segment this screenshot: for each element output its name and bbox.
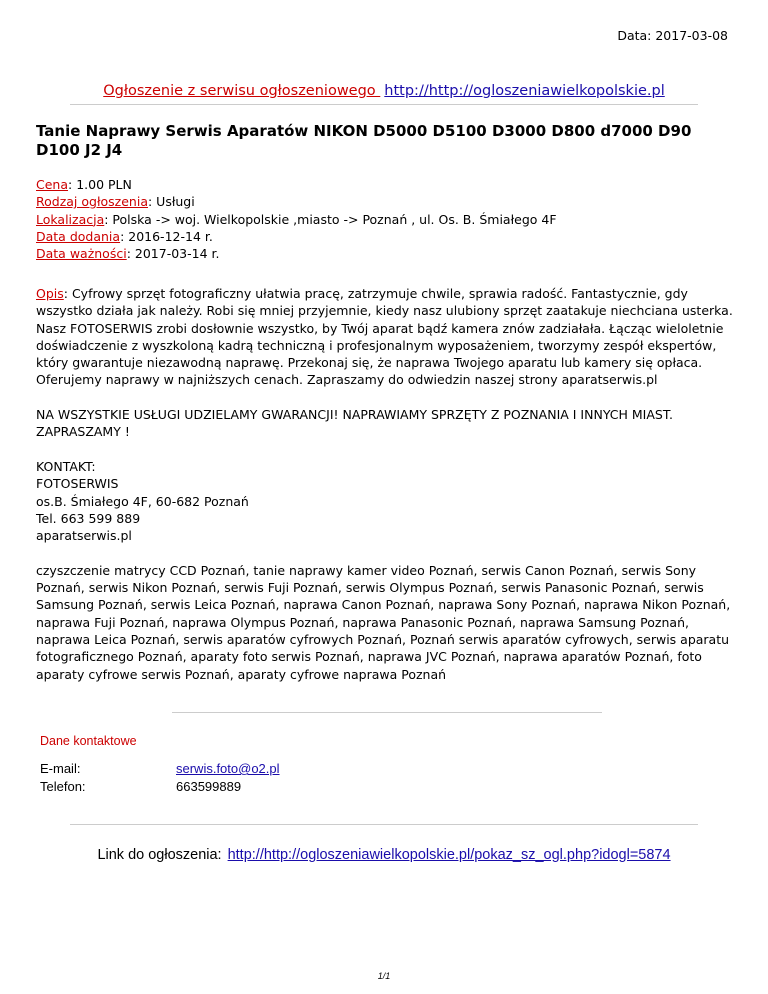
- contact-heading: Dane kontaktowe: [40, 734, 137, 748]
- contact-phone-row: [40, 778, 280, 796]
- description-text: : Cyfrowy sprzęt fotograficzny ułatwia pracę, zatrzymuje chwile, sprawia radość. Fantastycznie, gdy wszystko działa jak należy. Robi się mniej przyjemnie, kiedy nasz ulubiony sprzęt zaatakuje niechciana usterka. Nasz FOTOSERWIS zrobi dosłownie wszystko, by Twój aparat bądź kamera znów zadziałała. Łącząc wieloletnie doświadczenie z wyszkoloną kadrą techniczną i profesjonalnym wyposażeniem, tworzymy zespół ekspertów, który gwarantuje niezawodną naprawę. Przekonaj się, że naprawa Twojego aparatu lub kamery się opłaca. Oferujemy naprawy w najniższych cenach. Zapraszamy do odwiedzin naszej strony aparatserwis.pl: [36, 286, 733, 388]
- type-label: Rodzaj ogłoszenia: [36, 194, 148, 210]
- meta-added: [36, 228, 736, 245]
- type-value: : Usługi: [147, 194, 195, 210]
- footer-divider: [70, 824, 698, 825]
- description-intro: [36, 285, 736, 389]
- ad-link[interactable]: http://http://ogloszeniawielkopolskie.pl/pokaz_sz_ogl.php?idogl=5874: [227, 847, 671, 863]
- location-value: : Polska -> woj. Wielkopolskie ,miasto -> Poznań , ul. Os. B. Śmiałego 4F: [104, 211, 557, 227]
- content-divider: [172, 712, 602, 713]
- expiry-value: : 2017-03-14 r.: [126, 246, 220, 262]
- expiry-label: Data ważności: [36, 246, 127, 262]
- ad-meta: [36, 176, 736, 262]
- phone-value: 663599889: [176, 779, 242, 794]
- description-guarantee: NA WSZYSTKIE USŁUGI UDZIELAMY GWARANCJI! NAPRAWIAMY SPRZĘTY Z POZNANIA I INNYCH MIAST. ZAPRASZAMY !: [36, 407, 673, 440]
- location-label: Lokalizacja: [36, 211, 105, 227]
- description-contact: [36, 458, 736, 544]
- source-url-link[interactable]: http://http://ogloszeniawielkopolskie.pl: [384, 83, 665, 99]
- email-label: E-mail:: [40, 761, 81, 776]
- meta-type: [36, 193, 736, 210]
- description-keywords: czyszczenie matrycy CCD Poznań, tanie naprawy kamer video Poznań, serwis Canon Poznań, serwis Sony Poznań, serwis Nikon Poznań, serwis Fuji Poznań, serwis Olympus Poznań, serwis Panasonic Poznań, serwis Samsung Poznań, serwis Leica Poznań, naprawa Canon Poznań, naprawa Sony Poznań, naprawa Nikon Poznań, naprawa Fuji Poznań, naprawa Olympus Poznań, naprawa Panasonic Poznań, naprawa Samsung Poznań, naprawa Leica Poznań, serwis aparatów cyfrowych Poznań, Poznań serwis aparatów cyfrowych, serwis aparatu fotograficznego Poznań, aparaty foto serwis Poznań, naprawa JVC Poznań, naprawa aparatów Poznań, foto aparaty cyfrowe serwis Poznań, aparaty cyfrowe naprawa Poznań: [36, 562, 731, 682]
- meta-expiry: [36, 245, 736, 262]
- contact-table: [40, 760, 280, 796]
- meta-location: [36, 211, 736, 228]
- contact-line: Tel. 663 599 889: [36, 510, 141, 526]
- ad-description: [36, 285, 736, 700]
- header-divider: [70, 104, 698, 105]
- contact-line: os.B. Śmiałego 4F, 60-682 Poznań: [36, 493, 249, 509]
- price-value: : 1.00 PLN: [68, 177, 132, 192]
- added-value: : 2016-12-14 r.: [120, 228, 213, 244]
- ad-link-line: [36, 845, 732, 865]
- contact-line: KONTAKT:: [36, 458, 96, 474]
- price-label: Cena: [36, 177, 69, 192]
- contact-email-row: [40, 760, 280, 778]
- print-date: Data: 2017-03-08: [617, 28, 728, 43]
- ad-title: Tanie Naprawy Serwis Aparatów NIKON D5000 D5100 D3000 D800 d7000 D90 D100 J2 J4: [36, 122, 692, 159]
- description-label: Opis: [36, 286, 64, 301]
- meta-price: [36, 176, 736, 193]
- contact-line: aparatserwis.pl: [36, 528, 132, 544]
- source-label: Ogłoszenie z serwisu ogłoszeniowego: [103, 83, 381, 99]
- email-link[interactable]: serwis.foto@o2.pl: [176, 761, 280, 776]
- page-number: 1/1: [377, 971, 391, 981]
- added-label: Data dodania: [36, 228, 121, 244]
- contact-line: FOTOSERWIS: [36, 476, 119, 492]
- phone-label: Telefon:: [40, 779, 86, 794]
- ad-link-label: Link do ogłoszenia:: [97, 847, 222, 863]
- source-header: [36, 81, 732, 101]
